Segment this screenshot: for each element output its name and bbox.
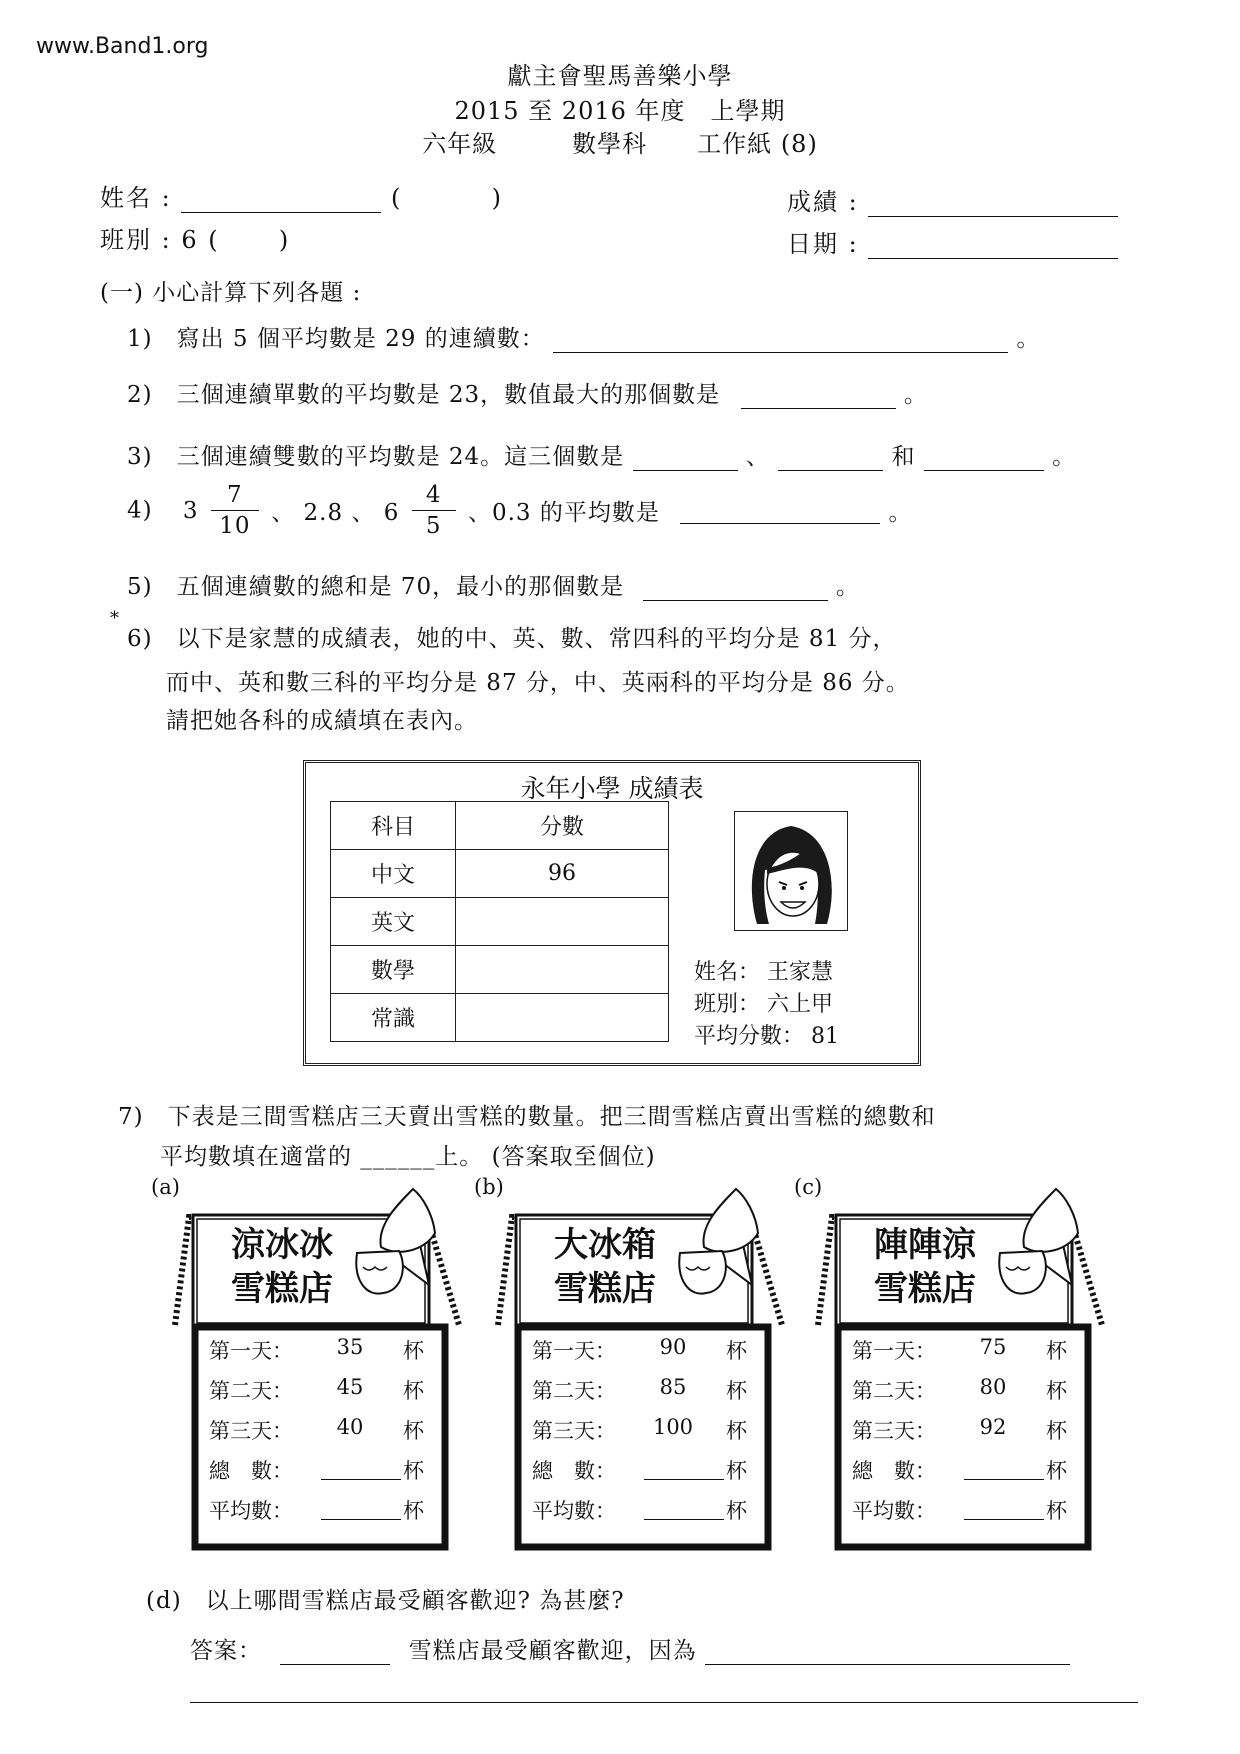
subject-cell: 英文	[331, 898, 456, 946]
q3-sep2: 和	[891, 444, 916, 470]
average-row	[852, 1495, 1067, 1531]
q4-numerator-1: 7	[227, 482, 243, 508]
average-label: 平均數：	[209, 1499, 293, 1523]
unit: 杯	[726, 1459, 747, 1483]
total-input[interactable]	[321, 1479, 401, 1480]
day-1-row	[532, 1335, 747, 1371]
shop-name-line-1: 陣陣涼	[874, 1225, 976, 1265]
report-card-title: 永年小學 成績表	[520, 774, 704, 803]
girl-face-icon	[735, 812, 847, 930]
answer-3b-input[interactable]	[778, 444, 883, 471]
average-label: 平均數：	[852, 1499, 936, 1523]
student-portrait	[734, 811, 848, 931]
unit: 杯	[403, 1339, 424, 1363]
average-input[interactable]	[644, 1519, 724, 1520]
section-title: (一) 小心計算下列各題 :	[100, 280, 362, 306]
subject-cell: 常識	[331, 994, 456, 1042]
day-2-label: 第二天：	[209, 1379, 293, 1403]
date-field	[787, 224, 1118, 259]
day-3-row	[852, 1415, 1067, 1451]
unit: 杯	[726, 1379, 747, 1403]
day-2-label: 第二天：	[532, 1379, 616, 1403]
period: 。	[835, 574, 860, 600]
day-2-value: 45	[336, 1375, 364, 1399]
period: 。	[903, 382, 928, 408]
average-row	[532, 1495, 747, 1531]
student-name: 姓名： 王家慧	[694, 960, 833, 985]
unit: 杯	[1046, 1379, 1067, 1403]
answer-4-input[interactable]	[680, 497, 880, 524]
name-field	[100, 178, 503, 213]
day-2-value: 85	[659, 1375, 687, 1399]
question-4	[127, 480, 912, 541]
score-field	[787, 182, 1118, 217]
class-value: 6 (	[181, 226, 220, 254]
shop-name-line-2: 雪糕店	[231, 1269, 333, 1309]
question-3-text: 3) 三個連續雙數的平均數是 24。這三個數是	[127, 444, 625, 470]
term-line: 2015 至 2016 年度 上學期	[454, 97, 786, 125]
day-2-row	[532, 1375, 747, 1411]
shop-name-line-1: 涼冰冰	[231, 1225, 333, 1265]
average-input[interactable]	[321, 1519, 401, 1520]
site-watermark: www.Band1.org	[36, 34, 209, 59]
answer-reason-input[interactable]	[705, 1638, 1070, 1665]
period: 。	[888, 500, 913, 526]
day-3-label: 第三天：	[209, 1419, 293, 1443]
answer-shop-input[interactable]	[280, 1638, 390, 1665]
day-3-value: 92	[979, 1415, 1007, 1439]
day-3-value: 40	[336, 1415, 364, 1439]
answer-middle: 雪糕店最受顧客歡迎，因為	[408, 1638, 697, 1664]
score-input[interactable]	[868, 190, 1118, 217]
period: 。	[1016, 326, 1041, 352]
day-3-value: 100	[652, 1415, 694, 1439]
question-7-line-2: 平均數填在適當的 ______上。 (答案取至個位)	[160, 1144, 656, 1170]
unit: 杯	[726, 1499, 747, 1523]
total-row	[209, 1455, 424, 1491]
day-3-row	[209, 1415, 424, 1451]
question-6-line-1: 6) 以下是家慧的成績表，她的中、英、數、常四科的平均分是 81 分，	[127, 626, 897, 652]
class-field	[100, 220, 290, 255]
day-1-value: 35	[336, 1335, 364, 1359]
name-paren-close: )	[491, 184, 504, 212]
question-2-text: 2) 三個連續單數的平均數是 23，數值最大的那個數是	[127, 382, 721, 408]
total-label: 總 數：	[532, 1459, 616, 1483]
q3-sep1: 、	[745, 444, 770, 470]
unit: 杯	[1046, 1339, 1067, 1363]
school-name: 獻主會聖馬善樂小學	[507, 62, 733, 90]
question-6-line-3: 請把她各科的成績填在表內。	[166, 708, 478, 734]
answer-5-input[interactable]	[643, 574, 828, 601]
subject-cell: 數學	[331, 946, 456, 994]
q4-denominator-1: 10	[211, 510, 259, 541]
answer-label: 答案：	[190, 1638, 262, 1664]
q4-whole-1: 3	[182, 497, 199, 524]
average-row	[209, 1495, 424, 1531]
table-row	[331, 946, 669, 994]
q4-fraction-1	[211, 480, 259, 541]
shop-name-line-1: 大冰箱	[554, 1225, 656, 1265]
q4-middle: 、 2.8 、 6	[271, 500, 400, 526]
day-2-value: 80	[979, 1375, 1007, 1399]
total-label: 總 數：	[209, 1459, 293, 1483]
day-3-label: 第三天：	[532, 1419, 616, 1443]
answer-line	[190, 1632, 1070, 1665]
question-5-text: 5) 五個連續數的總和是 70，最小的那個數是	[127, 574, 625, 600]
score-cell: 96	[456, 850, 669, 898]
header-score: 分數	[456, 802, 669, 850]
unit: 杯	[726, 1339, 747, 1363]
q4-fraction-2	[412, 480, 456, 541]
question-6-star: *	[110, 608, 120, 629]
header-subject: 科目	[331, 802, 456, 850]
answer-extra-line[interactable]	[190, 1702, 1138, 1703]
average-input[interactable]	[964, 1519, 1044, 1520]
question-3	[127, 438, 1076, 471]
shop-name	[197, 1223, 367, 1311]
day-1-value: 75	[979, 1335, 1007, 1359]
day-1-label: 第一天：	[209, 1339, 293, 1363]
table-row	[331, 850, 669, 898]
day-2-label: 第二天：	[852, 1379, 936, 1403]
unit: 杯	[1046, 1419, 1067, 1443]
shop-card-c	[794, 1175, 1115, 1560]
answer-3a-input[interactable]	[633, 444, 738, 471]
score-input-english[interactable]	[456, 898, 669, 946]
question-5	[127, 568, 860, 601]
shop-card-a	[151, 1175, 472, 1560]
day-3-row	[532, 1415, 747, 1451]
question-1-text: 1) 寫出 5 個平均數是 29 的連續數：	[127, 326, 545, 352]
shop-name-line-2: 雪糕店	[554, 1269, 656, 1309]
question-d: (d) 以上哪間雪糕店最受顧客歡迎? 為甚麼?	[146, 1588, 625, 1614]
name-paren-open: (	[391, 184, 403, 212]
name-input[interactable]	[181, 186, 381, 213]
answer-1-input[interactable]	[553, 326, 1008, 353]
grades-header-row	[331, 802, 669, 850]
class-close: )	[278, 226, 291, 254]
answer-2-input[interactable]	[741, 382, 896, 409]
shop-tag: (c)	[794, 1175, 823, 1199]
unit: 杯	[403, 1419, 424, 1443]
shop-name-line-2: 雪糕店	[874, 1269, 976, 1309]
question-2	[127, 376, 928, 409]
score-input-gs[interactable]	[456, 994, 669, 1042]
student-average: 平均分數： 81	[694, 1024, 839, 1049]
date-label: 日期 :	[787, 230, 859, 258]
unit: 杯	[1046, 1459, 1067, 1483]
unit: 杯	[403, 1379, 424, 1403]
day-3-label: 第三天：	[852, 1419, 936, 1443]
q4-denominator-2: 5	[412, 510, 456, 541]
q4-numerator-2: 4	[425, 482, 442, 508]
shop-tag: (b)	[474, 1175, 504, 1199]
report-card	[303, 760, 921, 1066]
shop-card-b	[474, 1175, 795, 1560]
total-row	[852, 1455, 1067, 1491]
day-1-value: 90	[659, 1335, 687, 1359]
unit: 杯	[403, 1499, 424, 1523]
shop-tag: (a)	[151, 1175, 180, 1199]
q4-tail: 、0.3 的平均數是	[467, 500, 660, 526]
score-input-math[interactable]	[456, 946, 669, 994]
day-2-row	[852, 1375, 1067, 1411]
question-6-line-2: 而中、英和數三科的平均分是 87 分，中、英兩科的平均分是 86 分。	[166, 670, 910, 696]
subject-cell: 中文	[331, 850, 456, 898]
total-row	[532, 1455, 747, 1491]
total-input[interactable]	[644, 1479, 724, 1480]
question-7-line-1: 7) 下表是三間雪糕店三天賣出雪糕的數量。把三間雪糕店賣出雪糕的總數和	[118, 1104, 936, 1130]
answer-3c-input[interactable]	[924, 444, 1044, 471]
score-label: 成績 :	[787, 188, 859, 216]
name-label: 姓名 :	[100, 184, 172, 212]
average-label: 平均數：	[532, 1499, 616, 1523]
day-1-label: 第一天：	[852, 1339, 936, 1363]
unit: 杯	[403, 1459, 424, 1483]
class-label: 班別 :	[100, 226, 172, 254]
day-1-row	[852, 1335, 1067, 1371]
subject-line: 六年級 數學科 工作紙 (8)	[422, 130, 818, 158]
shop-name	[520, 1223, 690, 1311]
unit: 杯	[1046, 1499, 1067, 1523]
unit: 杯	[726, 1419, 747, 1443]
day-1-label: 第一天：	[532, 1339, 616, 1363]
student-class: 班別： 六上甲	[694, 992, 833, 1017]
table-row	[331, 994, 669, 1042]
day-2-row	[209, 1375, 424, 1411]
shop-name	[840, 1223, 1010, 1311]
total-input[interactable]	[964, 1479, 1044, 1480]
date-input[interactable]	[868, 232, 1118, 259]
total-label: 總 數：	[852, 1459, 936, 1483]
period: 。	[1052, 444, 1077, 470]
question-1	[127, 320, 1040, 353]
question-4-number: 4)	[127, 497, 153, 524]
grades-table	[330, 801, 669, 1042]
day-1-row	[209, 1335, 424, 1371]
table-row	[331, 898, 669, 946]
